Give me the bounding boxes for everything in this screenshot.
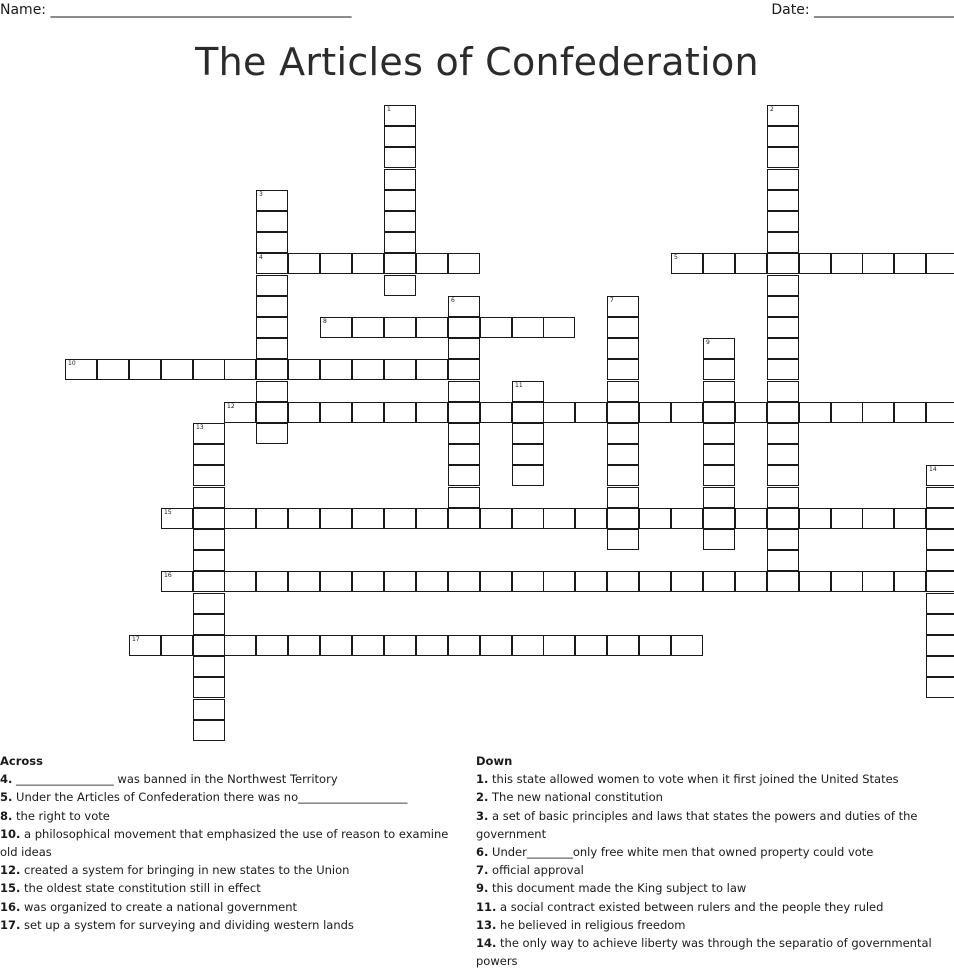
grid-cell[interactable] bbox=[512, 508, 544, 529]
grid-cell[interactable] bbox=[193, 423, 225, 444]
across-clue: 5. Under the Articles of Confederation there was no___________________ bbox=[0, 790, 408, 805]
down-clue: 3. a set of basic principles and laws that states the powers and duties of the government bbox=[476, 808, 918, 841]
grid-cell[interactable] bbox=[480, 402, 512, 423]
grid-cell[interactable] bbox=[543, 571, 575, 592]
grid-cell[interactable] bbox=[543, 317, 575, 338]
clue-number: 3 bbox=[259, 191, 263, 198]
grid-cell[interactable] bbox=[512, 423, 544, 444]
grid-cell[interactable] bbox=[512, 571, 544, 592]
grid-cell[interactable] bbox=[543, 635, 575, 656]
grid-cell[interactable] bbox=[735, 508, 767, 529]
grid-cell[interactable] bbox=[607, 381, 639, 402]
grid-cell[interactable] bbox=[575, 402, 607, 423]
grid-cell[interactable] bbox=[288, 253, 320, 274]
grid-cell[interactable] bbox=[512, 317, 544, 338]
grid-cell[interactable] bbox=[224, 571, 256, 592]
grid-cell[interactable] bbox=[926, 614, 954, 635]
grid-cell[interactable] bbox=[193, 656, 225, 677]
grid-cell[interactable] bbox=[193, 720, 225, 741]
grid-cell[interactable] bbox=[894, 508, 926, 529]
down-clue: 6. Under________only free white men that owned property could vote bbox=[476, 845, 874, 860]
grid-cell[interactable] bbox=[512, 465, 544, 486]
grid-cell[interactable] bbox=[607, 423, 639, 444]
grid-cell[interactable] bbox=[448, 359, 480, 380]
grid-cell[interactable] bbox=[448, 338, 480, 359]
grid-cell[interactable] bbox=[894, 402, 926, 423]
grid-cell[interactable] bbox=[193, 529, 225, 550]
grid-cell[interactable] bbox=[384, 253, 416, 274]
grid-cell[interactable] bbox=[767, 381, 799, 402]
grid-cell[interactable] bbox=[831, 402, 863, 423]
grid-cell[interactable] bbox=[767, 402, 799, 423]
grid-cell[interactable] bbox=[639, 571, 671, 592]
grid-cell[interactable] bbox=[607, 338, 639, 359]
grid-cell[interactable] bbox=[767, 444, 799, 465]
down-clue: 1. this state allowed women to vote when it first joined the United States bbox=[476, 772, 899, 787]
grid-cell[interactable] bbox=[480, 317, 512, 338]
grid-cell[interactable] bbox=[894, 253, 926, 274]
grid-cell[interactable] bbox=[193, 571, 225, 592]
grid-cell[interactable] bbox=[256, 359, 288, 380]
grid-cell[interactable] bbox=[607, 635, 639, 656]
grid-cell[interactable] bbox=[862, 508, 894, 529]
across-clues bbox=[0, 752, 468, 934]
grid-cell[interactable] bbox=[193, 699, 225, 720]
grid-cell[interactable] bbox=[416, 402, 448, 423]
grid-cell[interactable] bbox=[767, 105, 799, 126]
grid-cell[interactable] bbox=[193, 444, 225, 465]
grid-cell[interactable] bbox=[767, 571, 799, 592]
grid-cell[interactable] bbox=[639, 402, 671, 423]
grid-cell[interactable] bbox=[416, 508, 448, 529]
grid-cell[interactable] bbox=[926, 253, 954, 274]
grid-cell[interactable] bbox=[703, 338, 735, 359]
grid-cell[interactable] bbox=[416, 253, 448, 274]
grid-cell[interactable] bbox=[256, 381, 288, 402]
grid-cell[interactable] bbox=[767, 190, 799, 211]
grid-cell[interactable] bbox=[416, 571, 448, 592]
grid-cell[interactable] bbox=[575, 571, 607, 592]
grid-cell[interactable] bbox=[767, 169, 799, 190]
grid-cell[interactable] bbox=[926, 402, 954, 423]
grid-cell[interactable] bbox=[384, 508, 416, 529]
grid-cell[interactable] bbox=[256, 338, 288, 359]
grid-cell[interactable] bbox=[926, 571, 954, 592]
grid-cell[interactable] bbox=[926, 677, 954, 698]
clue-number: 15 bbox=[164, 509, 172, 516]
clue-number: 10 bbox=[68, 360, 76, 367]
grid-cell[interactable] bbox=[384, 317, 416, 338]
date-field[interactable]: Date: ____________________ bbox=[771, 2, 954, 18]
grid-cell[interactable] bbox=[480, 508, 512, 529]
grid-cell[interactable] bbox=[288, 571, 320, 592]
clue-number: 11 bbox=[515, 382, 523, 389]
grid-cell[interactable] bbox=[831, 571, 863, 592]
grid-cell[interactable] bbox=[799, 571, 831, 592]
grid-cell[interactable] bbox=[767, 359, 799, 380]
grid-cell[interactable] bbox=[607, 571, 639, 592]
grid-cell[interactable] bbox=[926, 487, 954, 508]
grid-cell[interactable] bbox=[767, 550, 799, 571]
grid-cell[interactable] bbox=[256, 402, 288, 423]
grid-cell[interactable] bbox=[384, 232, 416, 253]
grid-cell[interactable] bbox=[862, 253, 894, 274]
grid-cell[interactable] bbox=[256, 423, 288, 444]
grid-cell[interactable] bbox=[767, 317, 799, 338]
grid-cell[interactable] bbox=[767, 529, 799, 550]
grid-cell[interactable] bbox=[448, 402, 480, 423]
grid-cell[interactable] bbox=[193, 487, 225, 508]
grid-cell[interactable] bbox=[671, 508, 703, 529]
grid-cell[interactable] bbox=[320, 253, 352, 274]
grid-cell[interactable] bbox=[671, 253, 703, 274]
grid-cell[interactable] bbox=[767, 487, 799, 508]
clue-number: 7 bbox=[610, 297, 614, 304]
across-clue: 15. the oldest state constitution still in effect bbox=[0, 881, 261, 896]
grid-cell[interactable] bbox=[416, 359, 448, 380]
grid-cell[interactable] bbox=[607, 402, 639, 423]
grid-cell[interactable] bbox=[193, 677, 225, 698]
grid-cell[interactable] bbox=[894, 571, 926, 592]
grid-cell[interactable] bbox=[862, 402, 894, 423]
grid-cell[interactable] bbox=[448, 253, 480, 274]
down-clues bbox=[476, 752, 936, 970]
grid-cell[interactable] bbox=[607, 487, 639, 508]
grid-cell[interactable] bbox=[448, 487, 480, 508]
grid-cell[interactable] bbox=[926, 550, 954, 571]
grid-cell[interactable] bbox=[256, 275, 288, 296]
grid-cell[interactable] bbox=[671, 571, 703, 592]
grid-cell[interactable] bbox=[512, 444, 544, 465]
grid-cell[interactable] bbox=[703, 423, 735, 444]
grid-cell[interactable] bbox=[926, 465, 954, 486]
grid-cell[interactable] bbox=[703, 487, 735, 508]
grid-cell[interactable] bbox=[926, 656, 954, 677]
grid-cell[interactable] bbox=[767, 232, 799, 253]
grid-cell[interactable] bbox=[256, 571, 288, 592]
grid-cell[interactable] bbox=[735, 571, 767, 592]
down-clue: 14. the only way to achieve liberty was through the separatio of governmental powers bbox=[476, 936, 932, 969]
grid-cell[interactable] bbox=[512, 635, 544, 656]
grid-cell[interactable] bbox=[320, 317, 352, 338]
grid-cell[interactable] bbox=[161, 359, 193, 380]
grid-cell[interactable] bbox=[639, 508, 671, 529]
name-field[interactable]: Name: ___________________________________________ bbox=[0, 2, 352, 18]
grid-cell[interactable] bbox=[224, 402, 256, 423]
grid-cell[interactable] bbox=[384, 211, 416, 232]
grid-cell[interactable] bbox=[384, 169, 416, 190]
grid-cell[interactable] bbox=[767, 253, 799, 274]
grid-cell[interactable] bbox=[384, 635, 416, 656]
grid-cell[interactable] bbox=[543, 402, 575, 423]
grid-cell[interactable] bbox=[161, 508, 193, 529]
grid-cell[interactable] bbox=[607, 444, 639, 465]
grid-cell[interactable] bbox=[256, 190, 288, 211]
grid-cell[interactable] bbox=[65, 359, 97, 380]
across-heading: Across bbox=[0, 754, 43, 768]
grid-cell[interactable] bbox=[448, 381, 480, 402]
grid-cell[interactable] bbox=[767, 147, 799, 168]
grid-cell[interactable] bbox=[193, 465, 225, 486]
grid-cell[interactable] bbox=[384, 571, 416, 592]
grid-cell[interactable] bbox=[384, 147, 416, 168]
grid-cell[interactable] bbox=[384, 126, 416, 147]
grid-cell[interactable] bbox=[703, 253, 735, 274]
grid-cell[interactable] bbox=[97, 359, 129, 380]
grid-cell[interactable] bbox=[448, 571, 480, 592]
grid-cell[interactable] bbox=[288, 402, 320, 423]
grid-cell[interactable] bbox=[193, 359, 225, 380]
grid-cell[interactable] bbox=[384, 359, 416, 380]
grid-cell[interactable] bbox=[767, 338, 799, 359]
grid-cell[interactable] bbox=[448, 465, 480, 486]
grid-cell[interactable] bbox=[575, 508, 607, 529]
grid-cell[interactable] bbox=[384, 190, 416, 211]
grid-cell[interactable] bbox=[480, 635, 512, 656]
grid-cell[interactable] bbox=[767, 296, 799, 317]
grid-cell[interactable] bbox=[703, 508, 735, 529]
grid-cell[interactable] bbox=[193, 635, 225, 656]
grid-cell[interactable] bbox=[256, 317, 288, 338]
grid-cell[interactable] bbox=[352, 317, 384, 338]
grid-cell[interactable] bbox=[703, 529, 735, 550]
clue-number: 4 bbox=[259, 254, 263, 261]
grid-cell[interactable] bbox=[926, 635, 954, 656]
grid-cell[interactable] bbox=[575, 635, 607, 656]
grid-cell[interactable] bbox=[703, 359, 735, 380]
down-clue: 9. this document made the King subject to law bbox=[476, 881, 747, 896]
grid-cell[interactable] bbox=[703, 571, 735, 592]
grid-cell[interactable] bbox=[448, 296, 480, 317]
grid-cell[interactable] bbox=[607, 529, 639, 550]
grid-cell[interactable] bbox=[926, 593, 954, 614]
grid-cell[interactable] bbox=[352, 508, 384, 529]
down-clue: 11. a social contract existed between rulers and the people they ruled bbox=[476, 899, 884, 914]
grid-cell[interactable] bbox=[384, 402, 416, 423]
grid-cell[interactable] bbox=[224, 359, 256, 380]
grid-cell[interactable] bbox=[416, 317, 448, 338]
across-clue: 10. a philosophical movement that emphasized the use of reason to examine old ideas bbox=[0, 826, 449, 860]
grid-cell[interactable] bbox=[320, 359, 352, 380]
grid-cell[interactable] bbox=[607, 317, 639, 338]
clue-number: 1 bbox=[387, 106, 391, 113]
grid-cell[interactable] bbox=[543, 508, 575, 529]
grid-cell[interactable] bbox=[767, 211, 799, 232]
grid-cell[interactable] bbox=[607, 465, 639, 486]
grid-cell[interactable] bbox=[831, 253, 863, 274]
grid-cell[interactable] bbox=[193, 550, 225, 571]
grid-cell[interactable] bbox=[926, 508, 954, 529]
down-clue: 7. official approval bbox=[476, 863, 584, 878]
grid-cell[interactable] bbox=[224, 635, 256, 656]
page-title: The Articles of Confederation bbox=[195, 40, 759, 84]
across-clue: 17. set up a system for surveying and dividing western lands bbox=[0, 917, 354, 932]
grid-cell[interactable] bbox=[161, 635, 193, 656]
grid-cell[interactable] bbox=[639, 635, 671, 656]
clue-number: 9 bbox=[706, 339, 710, 346]
grid-cell[interactable] bbox=[352, 253, 384, 274]
grid-cell[interactable] bbox=[161, 571, 193, 592]
grid-cell[interactable] bbox=[352, 402, 384, 423]
grid-cell[interactable] bbox=[767, 126, 799, 147]
clue-number: 16 bbox=[164, 572, 172, 579]
grid-cell[interactable] bbox=[671, 402, 703, 423]
grid-cell[interactable] bbox=[735, 253, 767, 274]
across-clue: 4. _________________ was banned in the Northwest Territory bbox=[0, 772, 338, 787]
grid-cell[interactable] bbox=[129, 635, 161, 656]
clue-number: 14 bbox=[929, 466, 937, 473]
grid-cell[interactable] bbox=[193, 508, 225, 529]
grid-cell[interactable] bbox=[607, 359, 639, 380]
clue-number: 12 bbox=[227, 403, 235, 410]
grid-cell[interactable] bbox=[767, 465, 799, 486]
grid-cell[interactable] bbox=[256, 211, 288, 232]
grid-cell[interactable] bbox=[224, 508, 256, 529]
clue-number: 6 bbox=[451, 297, 455, 304]
grid-cell[interactable] bbox=[448, 508, 480, 529]
grid-cell[interactable] bbox=[288, 359, 320, 380]
grid-cell[interactable] bbox=[862, 571, 894, 592]
grid-cell[interactable] bbox=[384, 105, 416, 126]
grid-cell[interactable] bbox=[480, 571, 512, 592]
grid-cell[interactable] bbox=[129, 359, 161, 380]
grid-cell[interactable] bbox=[256, 232, 288, 253]
grid-cell[interactable] bbox=[512, 402, 544, 423]
down-heading: Down bbox=[476, 754, 513, 768]
grid-cell[interactable] bbox=[607, 296, 639, 317]
clue-number: 17 bbox=[132, 636, 140, 643]
down-clue: 13. he believed in religious freedom bbox=[476, 917, 686, 932]
grid-cell[interactable] bbox=[384, 275, 416, 296]
grid-cell[interactable] bbox=[831, 508, 863, 529]
grid-cell[interactable] bbox=[671, 635, 703, 656]
grid-cell[interactable] bbox=[735, 402, 767, 423]
grid-cell[interactable] bbox=[416, 635, 448, 656]
grid-cell[interactable] bbox=[926, 529, 954, 550]
grid-cell[interactable] bbox=[767, 423, 799, 444]
grid-cell[interactable] bbox=[448, 317, 480, 338]
clue-number: 8 bbox=[323, 318, 327, 325]
grid-cell[interactable] bbox=[448, 444, 480, 465]
grid-cell[interactable] bbox=[256, 508, 288, 529]
grid-cell[interactable] bbox=[256, 635, 288, 656]
grid-cell[interactable] bbox=[799, 253, 831, 274]
grid-cell[interactable] bbox=[288, 508, 320, 529]
grid-cell[interactable] bbox=[703, 381, 735, 402]
clue-number: 2 bbox=[770, 106, 774, 113]
grid-cell[interactable] bbox=[193, 593, 225, 614]
grid-cell[interactable] bbox=[767, 508, 799, 529]
across-clue: 8. the right to vote bbox=[0, 808, 110, 823]
grid-cell[interactable] bbox=[448, 635, 480, 656]
grid-cell[interactable] bbox=[607, 508, 639, 529]
grid-cell[interactable] bbox=[352, 571, 384, 592]
grid-cell[interactable] bbox=[352, 635, 384, 656]
grid-cell[interactable] bbox=[352, 359, 384, 380]
grid-cell[interactable] bbox=[703, 402, 735, 423]
down-clue: 2. The new national constitution bbox=[476, 790, 663, 805]
grid-cell[interactable] bbox=[512, 381, 544, 402]
clue-number: 5 bbox=[674, 254, 678, 261]
grid-cell[interactable] bbox=[320, 402, 352, 423]
grid-cell[interactable] bbox=[767, 275, 799, 296]
grid-cell[interactable] bbox=[703, 444, 735, 465]
grid-cell[interactable] bbox=[799, 508, 831, 529]
grid-cell[interactable] bbox=[320, 508, 352, 529]
grid-cell[interactable] bbox=[320, 635, 352, 656]
grid-cell[interactable] bbox=[256, 253, 288, 274]
grid-cell[interactable] bbox=[703, 465, 735, 486]
grid-cell[interactable] bbox=[288, 635, 320, 656]
across-clue: 16. was organized to create a national government bbox=[0, 899, 298, 914]
grid-cell[interactable] bbox=[799, 402, 831, 423]
grid-cell[interactable] bbox=[448, 423, 480, 444]
across-clue: 12. created a system for bringing in new states to the Union bbox=[0, 863, 350, 878]
grid-cell[interactable] bbox=[193, 614, 225, 635]
clue-number: 13 bbox=[196, 424, 204, 431]
grid-cell[interactable] bbox=[256, 296, 288, 317]
grid-cell[interactable] bbox=[320, 571, 352, 592]
